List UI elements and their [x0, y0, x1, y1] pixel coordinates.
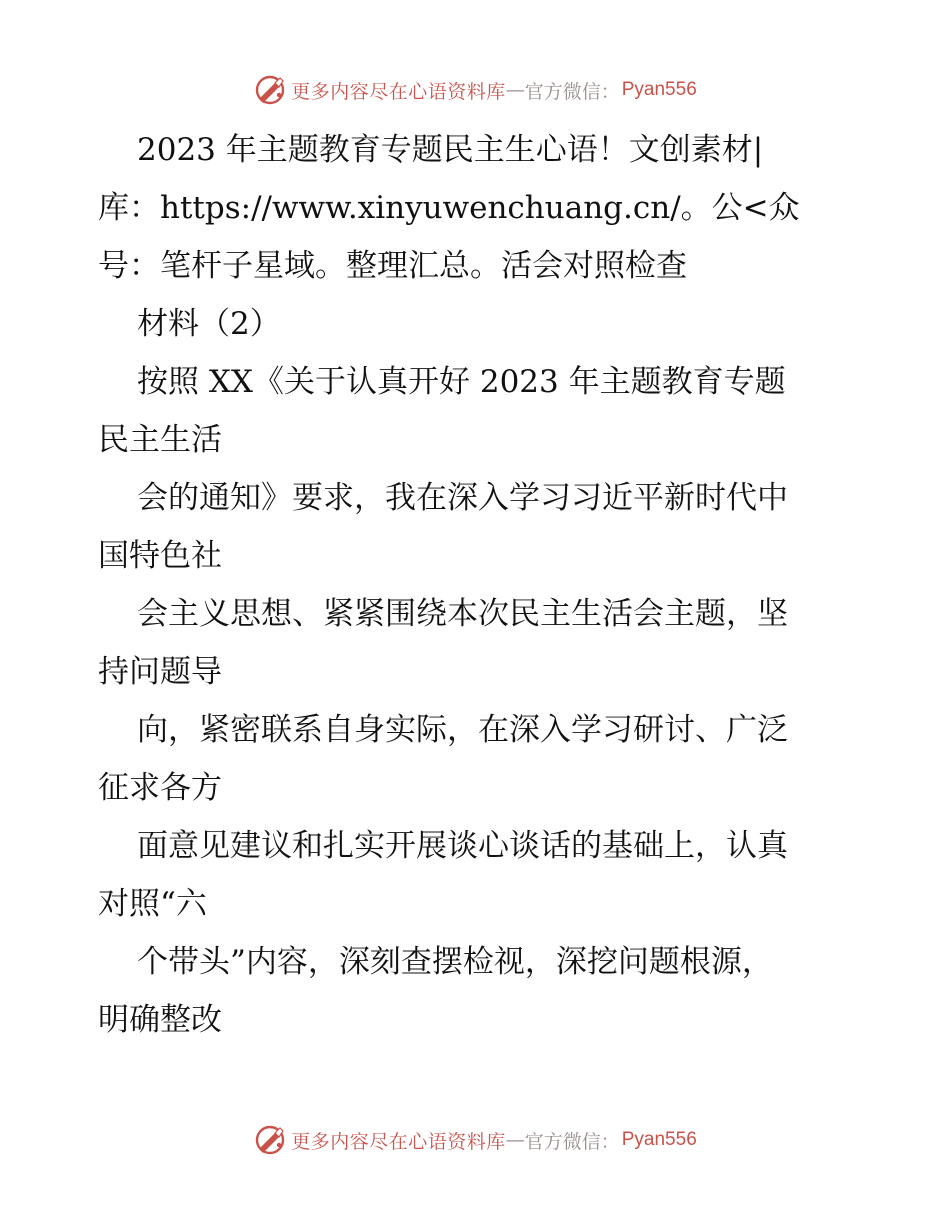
header-wechat-id: Pyan556: [621, 79, 697, 100]
body-line: 民主生活: [98, 422, 222, 458]
body-line: 材料（2）: [137, 306, 281, 342]
body-line: 明确整改: [98, 1002, 222, 1038]
header-banner: [0, 70, 950, 110]
footer-wechat-id: Pyan556: [621, 1129, 697, 1150]
body-line: 库：https://www.xinyuwenchuang.cn/。公<众: [98, 190, 800, 226]
body-line: 个带头”内容，深刻查摆检视，深挖问题根源，: [137, 944, 773, 980]
pen-circle-logo-icon: [253, 73, 287, 107]
header-banner-text: 更多内容尽在心语资料库: [291, 80, 506, 103]
footer-wechat-label: 官方微信：: [524, 1130, 620, 1153]
footer-banner-separator: —: [505, 1129, 525, 1151]
body-line: 国特色社: [98, 538, 222, 574]
pen-circle-logo-icon: [253, 1123, 287, 1157]
body-line: 面意见建议和扎实开展谈心谈话的基础上，认真: [137, 828, 788, 864]
body-line: 会主义思想、紧紧围绕本次民主生活会主题，坚: [137, 596, 788, 632]
body-line: 持问题导: [98, 654, 222, 690]
header-banner-separator: —: [505, 79, 525, 101]
footer-banner: [0, 1120, 950, 1160]
body-line: 征求各方: [98, 770, 222, 806]
body-line: 向，紧密联系自身实际，在深入学习研讨、广泛: [137, 712, 788, 748]
body-line: 按照 XX《关于认真开好 2023 年主题教育专题: [137, 364, 786, 400]
body-line: 对照“六: [98, 886, 207, 922]
footer-banner-text: 更多内容尽在心语资料库: [291, 1130, 506, 1153]
body-line: 号：笔杆子星域。整理汇总。活会对照检查: [98, 248, 687, 284]
body-line: 会的通知》要求，我在深入学习习近平新时代中: [137, 480, 788, 516]
body-line: 2023 年主题教育专题民主生心语！文创素材|: [137, 132, 764, 168]
header-wechat-label: 官方微信：: [524, 80, 620, 103]
